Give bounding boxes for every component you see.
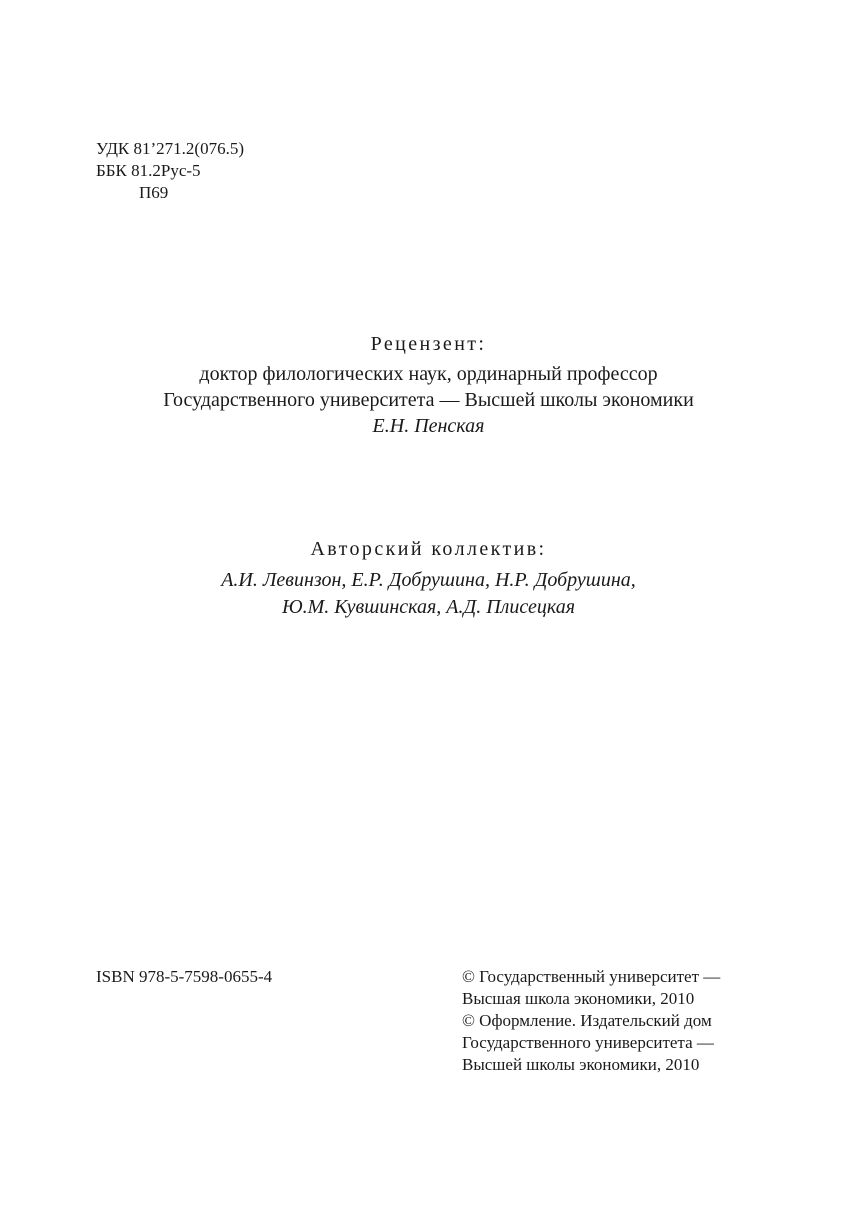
classification-codes (96, 138, 244, 204)
authors-line-1: А.И. Левинзон, Е.Р. Добрушина, Н.Р. Добрушина, (221, 569, 636, 591)
isbn: ISBN 978-5-7598-0655-4 (96, 967, 273, 986)
copyright-line-1: © Государственный университет — (462, 967, 721, 986)
bbk-code: ББК 81.2Рус-5 (96, 161, 201, 180)
reviewer-heading: Рецензент: (370, 333, 487, 355)
copyright-block (462, 966, 720, 1076)
authors-line-2: Ю.М. Кувшинская, А.Д. Плисецкая (281, 596, 576, 618)
copyright-line-3: © Оформление. Издательский дом (462, 1011, 712, 1030)
authors-heading: Авторский коллектив: (310, 538, 547, 560)
udk-code: УДК 81’271.2(076.5) (96, 139, 244, 158)
reviewer-name: Е.Н. Пенская (372, 415, 485, 437)
copyright-line-5: Высшей школы экономики, 2010 (462, 1055, 700, 1074)
copyright-line-2: Высшая школа экономики, 2010 (462, 989, 695, 1008)
reviewer-block (0, 331, 857, 439)
copyright-line-4: Государственного университета — (462, 1033, 714, 1052)
reviewer-title-line-2: Государственного университета — Высшей школы экономики (163, 389, 694, 411)
author-mark: П69 (139, 183, 169, 202)
authors-block (0, 536, 857, 621)
reviewer-title-line-1: доктор филологических наук, ординарный профессор (199, 363, 658, 385)
